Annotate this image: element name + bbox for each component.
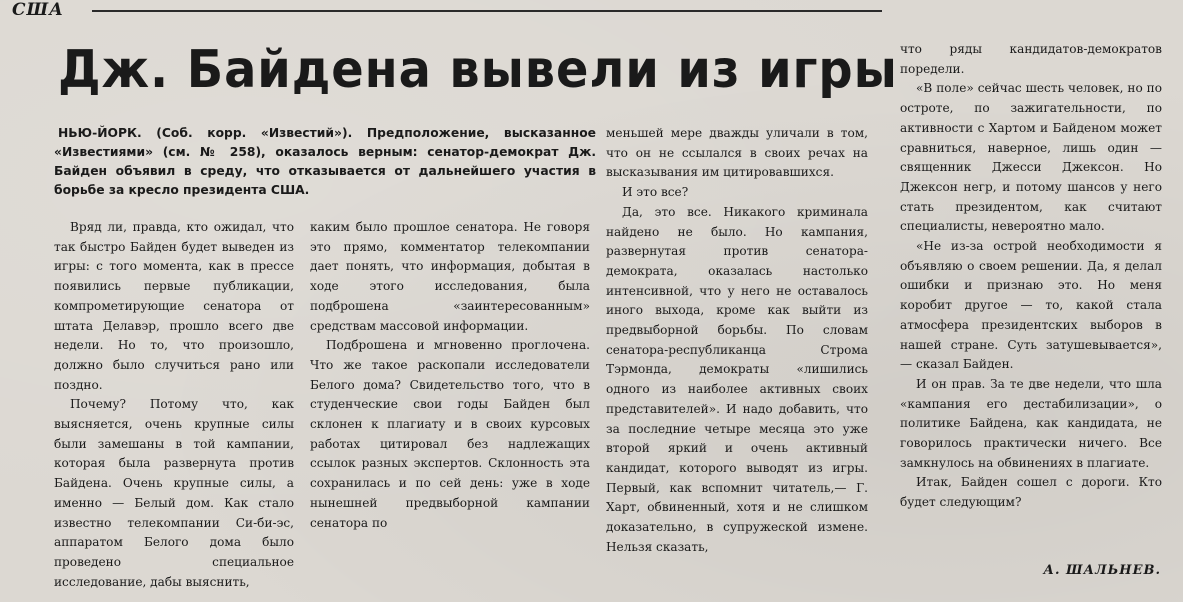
author-signature: А. ШАЛЬНЕВ. xyxy=(1043,563,1161,578)
column-4-paragraph: И он прав. За те две недели, что шла «кампания его дестабилизации», о политике Байдена, как кандидата, не говорилось практически ничего. Все замкнулось на обвинениях в плагиате. xyxy=(900,376,1162,470)
column-2-paragraph: каким было прошлое сенатора. Не говоря это прямо, комментатор телекомпании дает понять, что информация, добытая в ходе этого исследования, была подброшена «заинтересованным» средствам массовой информации. xyxy=(310,220,590,333)
column-3-paragraph: И это все? xyxy=(622,185,689,200)
column-3 xyxy=(606,124,868,557)
column-3-paragraph: Да, это все. Никакого криминала найдено не было. Но кампания, развернутая против сенатора-демократа, оказалась настолько интенсивной, что у него не оставалось иного выхода, кроме как выйти из предвыборной борьбы. По словам сенатора-республиканца Строма Тэрмонда, демократы «лишились одного из наиболее активных своих представителей». И надо добавить, что за последние четыре месяца это уже второй яркий и очень активный кандидат, которого выводят из игры. Первый, как вспомнит читатель,— Г. Харт, обвиненный, хотя и не слишком доказательно, в супружеской измене. Нельзя сказать, xyxy=(606,204,868,554)
column-3-paragraph: меньшей мере дважды уличали в том, что он не ссылался в своих речах на высказывания им цитировавшихся. xyxy=(606,126,868,180)
column-4-paragraph: Итак, Байден сошел с дороги. Кто будет следующим? xyxy=(900,475,1162,510)
headline: Дж. Байдена вывели из игры xyxy=(58,40,898,100)
column-2-paragraph: Подброшена и мгновенно проглочена. Что же такое раскопали исследователи Белого дома? Свидетельство того, что в студенческие свои годы Байден был склонен к плагиату и в своих курсовых работах цитировал без надлежащих ссылок разных экспертов. Склонность эта сохранилась и по сей день: уже в ходе нынешней предвыборной кампании сенатора по xyxy=(310,338,590,530)
column-4 xyxy=(900,40,1162,513)
column-1-paragraph: Вряд ли, правда, кто ожидал, что так быстро Байден будет выведен из игры: с того момента, как в прессе появились первые публикации, компрометирующие сенатора от штата Делавэр, прошло всего две недели. Но то, что произошло, должно было случиться рано или поздно. xyxy=(54,220,294,392)
section-rule xyxy=(92,10,882,12)
column-4-paragraph: «В поле» сейчас шесть человек, но по остроте, по зажигательности, по активности с Хартом и Байденом может сравниться, наверное, лишь один — священник Джесси Джексон. Но Джексон негр, и потому шансов у него стать президентом, как считают специалисты, невероятно мало. xyxy=(900,81,1162,234)
column-4-paragraph: «Не из-за острой необходимости я объявляю о своем решении. Да, я делал ошибки и признаю это. Но меня коробит другое — то, какой стала атмосфера президентских выборов в нашей стране. Суть затушевывается», — сказал Байден. xyxy=(900,239,1162,372)
lead-paragraph: НЬЮ-ЙОРК. (Соб. корр. «Известий»). Предположение, высказанное «Известиями» (см. № 258), оказалось верным: сенатор-демократ Дж. Байден объявил в среду, что отказывается от дальнейшего участия в борьбе за кресло президента США. xyxy=(54,126,596,197)
section-label: США xyxy=(12,0,64,20)
column-4-paragraph: что ряды кандидатов-демократов поредели. xyxy=(900,42,1162,76)
column-2 xyxy=(310,218,590,533)
column-1 xyxy=(54,218,294,592)
column-1-paragraph: Почему? Потому что, как выясняется, очень крупные силы были замешаны в той кампании, которая была развернута против Байдена. Очень крупные силы, а именно — Белый дом. Как стало известно телекомпании Си-би-эс, аппаратом Белого дома было проведено специальное исследование, дабы выяснить, xyxy=(54,397,294,589)
